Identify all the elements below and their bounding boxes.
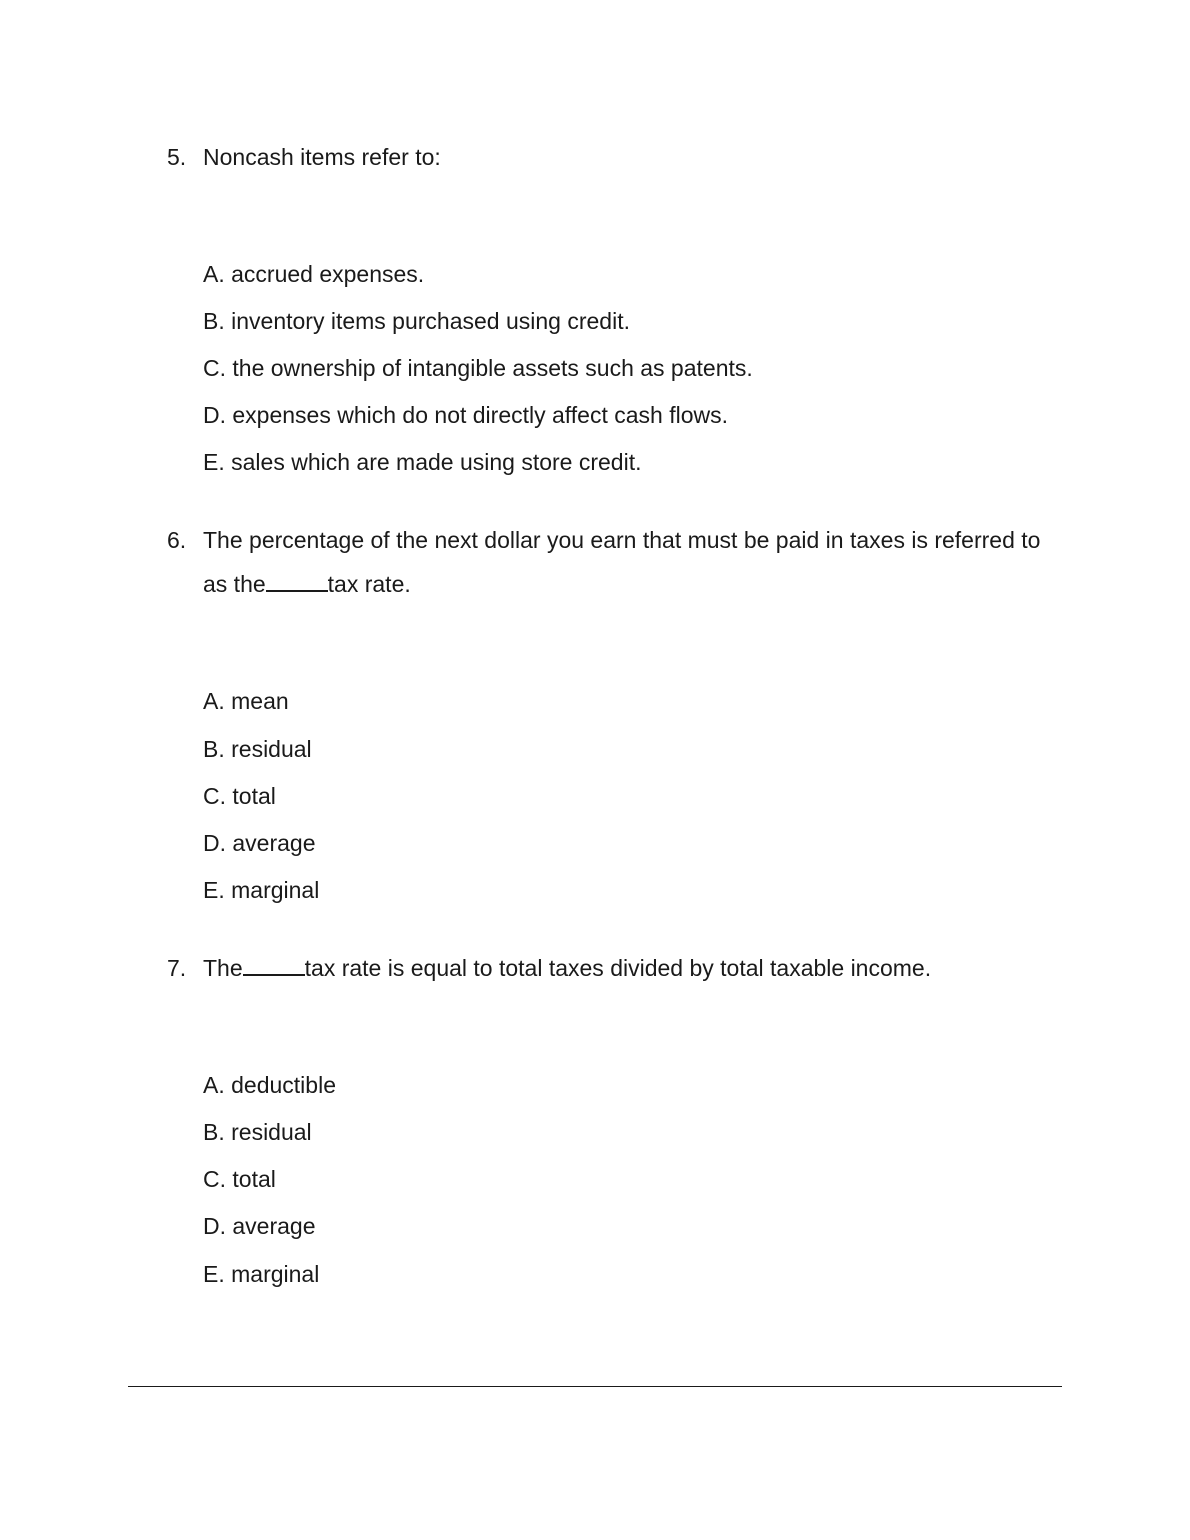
footer-divider — [128, 1386, 1062, 1387]
option-e: E. marginal — [203, 877, 320, 903]
answer-blank — [266, 570, 328, 592]
option-d: D. average — [203, 830, 316, 856]
option-c: C. the ownership of intangible assets such as patents. — [203, 355, 753, 381]
question-text-after-blank: tax rate. — [327, 571, 411, 597]
option-d: D. average — [203, 1213, 316, 1239]
question-text — [203, 954, 931, 982]
option-b: B. inventory items purchased using credit. — [203, 308, 630, 334]
question-number: 5. — [167, 144, 187, 170]
option-b: B. residual — [203, 1119, 312, 1145]
option-a: A. deductible — [203, 1072, 336, 1098]
option-a: A. mean — [203, 688, 289, 714]
question-number: 6. — [167, 527, 187, 553]
option-d: D. expenses which do not directly affect cash flows. — [203, 402, 729, 428]
question-number: 7. — [167, 955, 187, 981]
option-c: C. total — [203, 1166, 276, 1192]
question-text-before-blank: The — [203, 955, 243, 981]
question-text-line-2 — [203, 570, 411, 598]
option-a: A. accrued expenses. — [203, 261, 425, 287]
question-text-before-blank: as the — [203, 571, 266, 597]
answer-blank — [243, 954, 305, 976]
option-c: C. total — [203, 783, 276, 809]
question-text-line-1: The percentage of the next dollar you earn that must be paid in taxes is referred to — [203, 527, 1041, 553]
option-e: E. marginal — [203, 1261, 320, 1287]
option-e: E. sales which are made using store credit. — [203, 449, 642, 475]
option-b: B. residual — [203, 736, 312, 762]
question-text-after-blank: tax rate is equal to total taxes divided by total taxable income. — [304, 955, 932, 981]
question-text: Noncash items refer to: — [203, 144, 441, 170]
